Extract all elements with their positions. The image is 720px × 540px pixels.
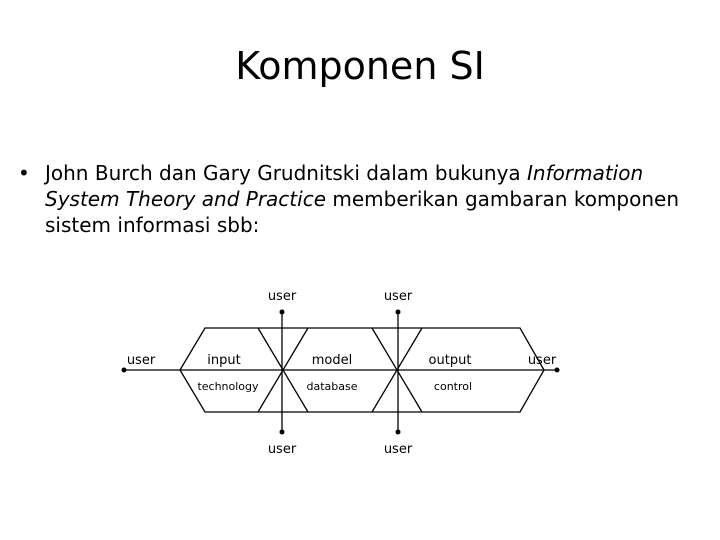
bullet-dot: • bbox=[18, 161, 30, 185]
bullet-text bbox=[45, 160, 708, 238]
label-user-top-right: user bbox=[383, 289, 413, 304]
label-control: control bbox=[433, 380, 473, 393]
dot-bottom-right bbox=[396, 430, 401, 435]
label-user-bottom-right: user bbox=[383, 442, 413, 457]
dot-top-left bbox=[280, 310, 285, 315]
slide-title: Komponen SI bbox=[235, 44, 485, 88]
label-user-right: user bbox=[527, 353, 557, 368]
label-technology: technology bbox=[197, 380, 259, 393]
bullet-text-part2: memberikan gambaran komponen sistem informasi sbb: bbox=[45, 187, 680, 237]
dot-top-right bbox=[396, 310, 401, 315]
information-system-components-diagram bbox=[110, 282, 570, 462]
dot-left bbox=[122, 368, 127, 373]
label-output: output bbox=[428, 353, 472, 368]
bullet-paragraph bbox=[18, 160, 708, 238]
bullet-text-part1: John Burch dan Gary Grudnitski dalam bukunya bbox=[45, 161, 528, 185]
label-model: model bbox=[311, 353, 353, 368]
book-title: Information System Theory and Practice bbox=[45, 161, 644, 211]
label-user-top-left: user bbox=[267, 289, 297, 304]
label-input: input bbox=[207, 353, 241, 368]
label-user-left: user bbox=[126, 353, 156, 368]
dot-right bbox=[555, 368, 560, 373]
dot-bottom-left bbox=[280, 430, 285, 435]
label-database: database bbox=[306, 380, 358, 393]
label-user-bottom-left: user bbox=[267, 442, 297, 457]
